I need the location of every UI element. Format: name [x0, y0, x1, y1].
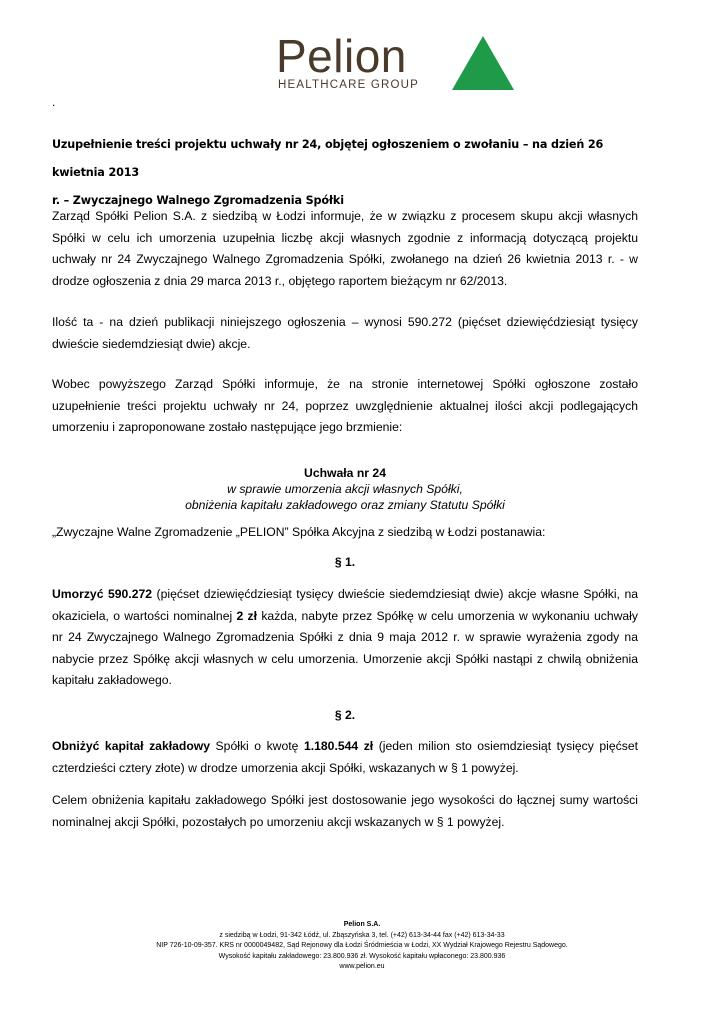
- green-triangle-icon: [452, 36, 514, 90]
- footer-capital: Wysokość kapitału zakładowego: 23.800.936 zł. Wysokość kapitału wpłaconego: 23.800.936: [218, 952, 506, 960]
- logo-subtitle: HEALTHCARE GROUP: [278, 79, 420, 91]
- resolution-intro: „Zwyczajne Walne Zgromadzenie „PELION” Spółka Akcyjna z siedzibą w Łodzi postanawia:: [52, 525, 546, 539]
- resolution-subtitle-1: w sprawie umorzenia akcji własnych Spółki,: [227, 482, 463, 496]
- footer-registry: NIP 726-10-09-357. KRS nr 0000049482, Sąd Rejonowy dla Łodzi Śródmieścia w Łodzi, XX Wydział Krajowego Rejestru Sądowego.: [156, 942, 568, 949]
- paragraph-announcement: Wobec powyższego Zarząd Spółki informuje, że na stronie internetowej Spółki ogłoszone zostało uzupełnienie treści projektu uchwały nr 24, poprzez uwzględnienie aktualnej ilości akcji podlegających umorzeniu i zaproponowane zostało następujące jego brzmienie:: [52, 377, 638, 434]
- logo-wordmark: Pelion: [276, 30, 407, 82]
- section-1-text: [52, 584, 638, 692]
- stray-mark: .: [52, 95, 56, 109]
- s2-text-part-1: Spółki o kwotę: [210, 739, 304, 753]
- s1-text-part-1: (pięćset dziewięćdziesiąt tysięcy dwieście siedemdziesiąt dwie) akcje własne Spółki, na okaziciela, o wartości nominalnej: [52, 587, 638, 623]
- section-2-purpose: Celem obniżenia kapitału zakładowego Spółki jest dostosowanie jego wysokości do łącznej sumy wartości nominalnej akcji Spółki, pozostałych po umorzeniu akcji wskazanych w § 1 powyżej.: [52, 793, 638, 829]
- resolution-header: [52, 465, 638, 513]
- footer-website: www.pelion.eu: [339, 963, 385, 970]
- footer-company: Pelion S.A.: [343, 921, 381, 928]
- section-2-text: [52, 736, 638, 779]
- section-2-label: § 2.: [334, 708, 356, 722]
- paragraph-intro: Zarząd Spółki Pelion S.A. z siedzibą w Łodzi informuje, że w związku z procesem skupu akcji własnych Spółki w celu ich umorzenia uzupełnia liczbę akcji własnych zgodnie z informacją dotyczącą projektu uchwały nr 24 Zwyczajnego Walnego Zgromadzenia Spółki, zwołanego na dzień 26 kwietnia 2013 r. - w drodze ogłoszenia z dnia 29 marca 2013 r., objętego raportem bieżącym nr 62/2013.: [52, 209, 638, 288]
- s1-bold-nominal: 2 zł: [236, 608, 258, 623]
- paragraph-share-count: Ilość ta - na dzień publikacji niniejszego ogłoszenia – wynosi 590.272 (pięćset dziewięćdziesiąt tysięcy dwieście siedemdziesiąt dwie) akcje.: [52, 315, 638, 351]
- title-line-2: r. – Zwyczajnego Walnego Zgromadzenia Spółki: [52, 194, 344, 207]
- resolution-subtitle-2: obniżenia kapitału zakładowego oraz zmiany Statutu Spółki: [185, 498, 505, 512]
- footer-address: z siedzibą w Łodzi, 91-342 Łódź, ul. Zbąszyńska 3, tel. (+42) 613-34-44 fax (+42) 613-34-33: [219, 931, 505, 939]
- s1-bold-amount: Umorzyć 590.272: [52, 587, 153, 601]
- title-line-1: Uzupełnienie treści projektu uchwały nr 24, objętej ogłoszeniem o zwołaniu – na dzień 26 kwietnia 2013: [52, 138, 604, 179]
- resolution-heading: Uchwała nr 24: [304, 466, 386, 480]
- page-footer: [52, 920, 672, 973]
- s2-bold-amount: 1.180.544 zł: [303, 739, 374, 753]
- section-1-label: § 1.: [334, 555, 356, 569]
- s2-bold-action: Obniżyć kapitał zakładowy: [52, 739, 211, 753]
- pelion-logo: [276, 30, 516, 94]
- s2-text-part-2: (jeden milion sto osiemdziesiąt tysięcy pięćset czterdzieści cztery złote) w drodze umorzenia akcji Spółki, wskazanych w § 1 powyżej.: [52, 739, 639, 775]
- document-title: [52, 131, 642, 215]
- s1-text-part-2: każda, nabyte przez Spółkę w celu umorzenia w wykonaniu uchwały nr 24 Zwyczajnego Walnego Zgromadzenia Spółki z dnia 9 maja 2012 r. w sprawie wyrażenia zgody na nabycie przez Spółkę akcji własnych w celu umorzenia. Umorzenie akcji Spółki nastąpi z chwilą obniżenia kapitału zakładowego.: [52, 608, 638, 687]
